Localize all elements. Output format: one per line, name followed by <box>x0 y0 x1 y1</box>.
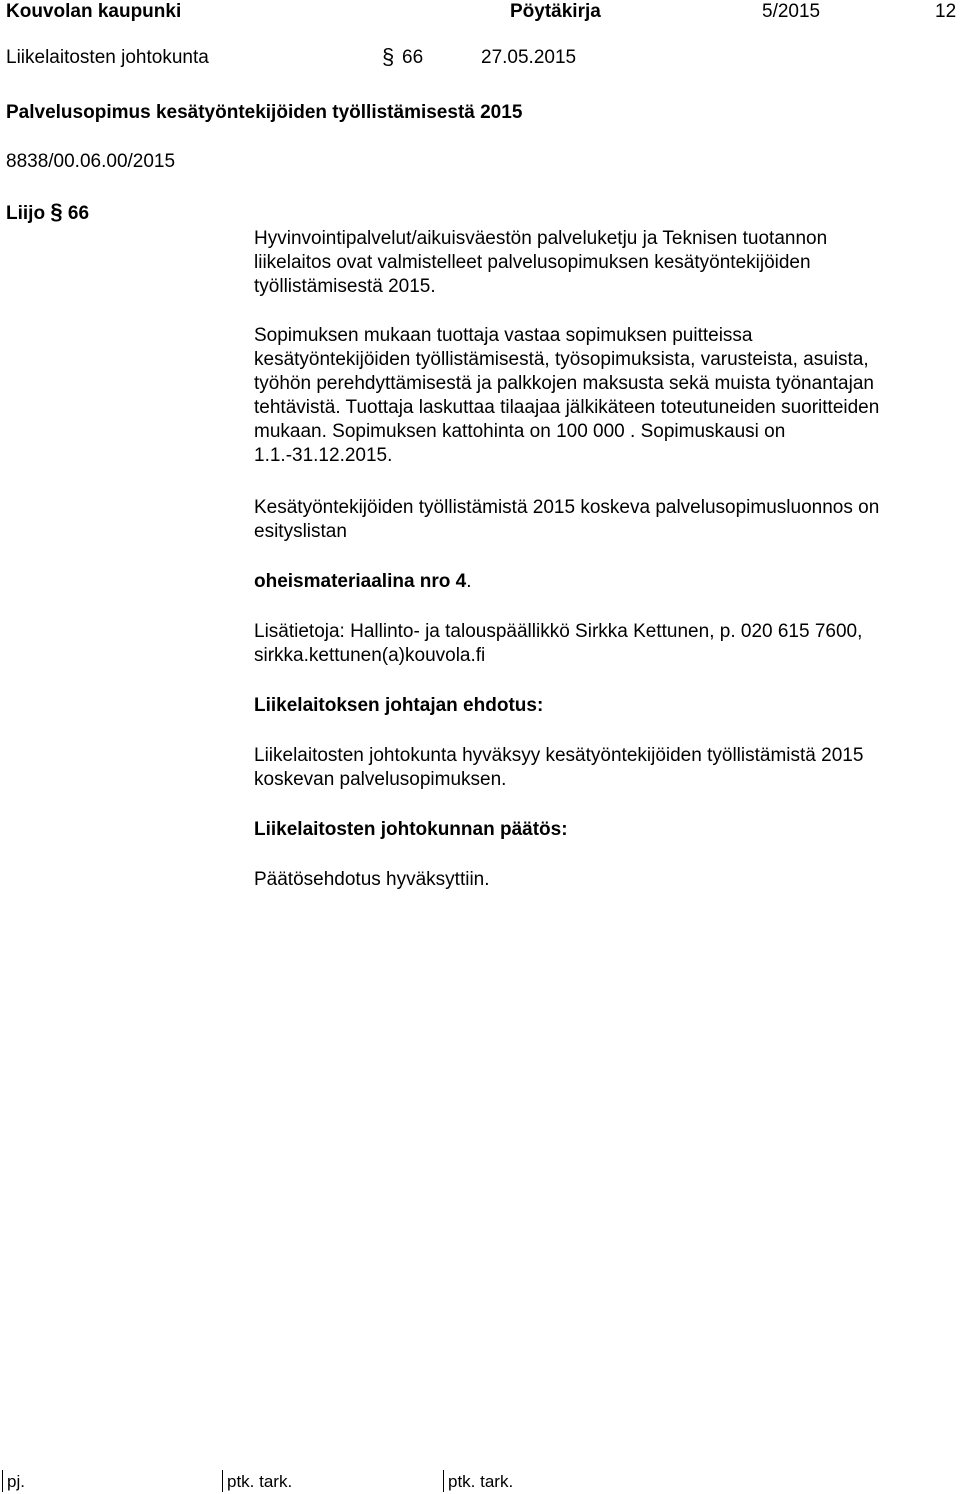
attachment-label: oheismateriaalina nro 4 <box>254 571 467 592</box>
proposal-paragraph <box>254 744 956 792</box>
attachment-period: . <box>466 571 472 592</box>
paragraph-line: Hyvinvointipalvelut/aikuisväestön palveluketju ja Teknisen tuotannon <box>254 228 828 249</box>
draft-paragraph <box>254 496 956 544</box>
footer-inspector-signature: ptk. tark. <box>443 1470 513 1492</box>
liijo-label: Liijo <box>6 203 46 224</box>
document-number: 5/2015 <box>762 1 821 22</box>
decision-heading: Liikelaitosten johtokunnan päätös: <box>254 819 568 840</box>
meeting-date: 27.05.2015 <box>481 47 577 68</box>
contact-email-line: sirkka.kettunen(a)kouvola.fi <box>254 645 486 666</box>
document-type: Pöytäkirja <box>510 1 601 22</box>
paragraph-line: työhön perehdyttämisestä ja palkkojen maksusta sekä muista työnantajan <box>254 373 874 394</box>
page-number: 12 <box>935 1 957 22</box>
terms-paragraph <box>254 324 956 468</box>
intro-paragraph <box>254 227 956 299</box>
paragraph-line: mukaan. Sopimuksen kattohinta on 100 000 . Sopimuskausi on <box>254 421 786 442</box>
paragraph-line: kesätyöntekijöiden työllistämisestä, työsopimuksista, varusteista, asuista, <box>254 349 869 370</box>
footer-chair-signature: pj. <box>2 1470 25 1492</box>
section-number: 66 <box>402 47 424 68</box>
city-name: Kouvolan kaupunki <box>6 1 182 22</box>
proposal-heading: Liikelaitoksen johtajan ehdotus: <box>254 695 544 716</box>
paragraph-line: esityslistan <box>254 521 347 542</box>
paragraph-line: Liikelaitosten johtokunta hyväksyy kesätyöntekijöiden työllistämistä 2015 <box>254 745 864 766</box>
section-label <box>6 200 89 226</box>
paragraph-line: tehtävistä. Tuottaja laskuttaa tilaajaa jälkikäteen toteutuneiden suoritteiden <box>254 397 880 418</box>
paragraph-line: koskevan palvelusopimuksen. <box>254 769 507 790</box>
decision-text: Päätösehdotus hyväksyttiin. <box>254 869 490 890</box>
section-symbol-icon: § <box>50 199 63 224</box>
committee-name: Liikelaitosten johtokunta <box>6 47 209 68</box>
paragraph-line: Sopimuksen mukaan tuottaja vastaa sopimuksen puitteissa <box>254 325 753 346</box>
paragraph-line: Lisätietoja: Hallinto- ja talouspäällikkö Sirkka Kettunen, p. 020 615 7600, <box>254 621 863 642</box>
attachment-reference <box>254 570 472 594</box>
diary-number: 8838/00.06.00/2015 <box>6 151 176 172</box>
paragraph-line: työllistämisestä 2015. <box>254 276 436 297</box>
footer-inspector-signature: ptk. tark. <box>222 1470 292 1492</box>
liijo-number: 66 <box>67 203 90 224</box>
contact-paragraph <box>254 620 956 668</box>
paragraph-line: 1.1.-31.12.2015. <box>254 445 393 466</box>
section-symbol-icon: § <box>382 44 395 69</box>
page-title: Palvelusopimus kesätyöntekijöiden työllistämisestä 2015 <box>6 102 523 123</box>
paragraph-line: liikelaitos ovat valmistelleet palvelusopimuksen kesätyöntekijöiden <box>254 252 811 273</box>
paragraph-line: Kesätyöntekijöiden työllistämistä 2015 koskeva palvelusopimusluonnos on <box>254 497 880 518</box>
